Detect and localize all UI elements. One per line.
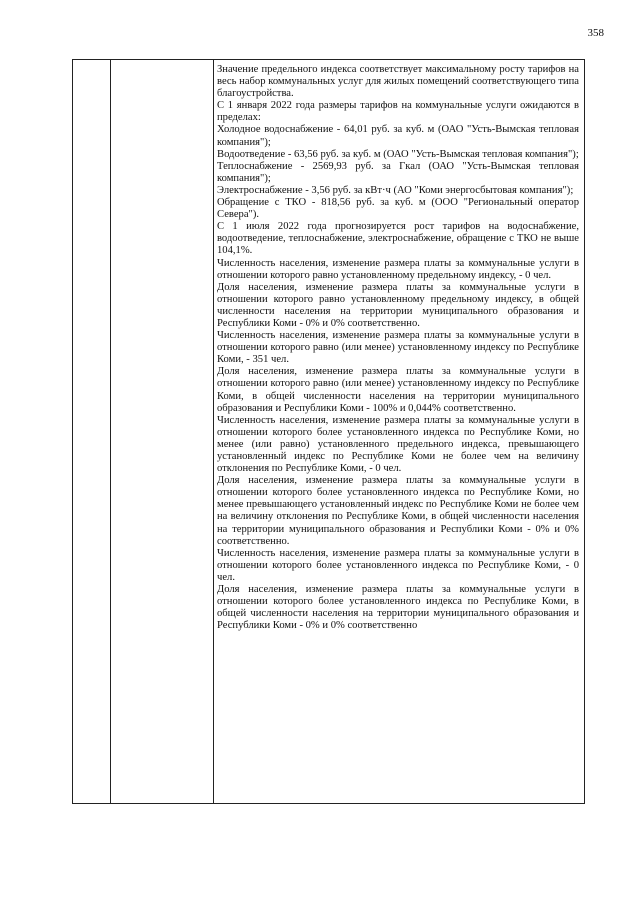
page-number: 358	[587, 27, 604, 39]
table-column-divider	[110, 60, 111, 803]
paragraph: Значение предельного индекса соответствует максимальному росту тарифов на весь набор коммунальных услуг для жилых помещений соответствующего типа благоустройства.	[217, 64, 579, 100]
paragraph: Численность населения, изменение размера платы за коммунальные услуги в отношении которого более установленного индекса по Республике Коми, - 0 чел.	[217, 547, 579, 583]
paragraph: Обращение с ТКО - 818,56 руб. за куб. м (ООО "Региональный оператор Севера").	[217, 197, 579, 221]
paragraph: Доля населения, изменение размера платы за коммунальные услуги в отношении которого более установленного индекса по Республике Коми, но менее превышающего установленный индекс по Республике Коми не более чем на величину отклонения по Республике Коми, в общей численности населения на территории муниципального образования и Республики Коми - 0% и 0% соответственно.	[217, 475, 579, 547]
paragraph: Доля населения, изменение размера платы за коммунальные услуги в отношении которого равно (или менее) установленному индексу по Республике Коми, в общей численности населения на территории муниципального образования и Республики Коми - 100% и 0,044% соответственно.	[217, 366, 579, 414]
paragraph: Электроснабжение - 3,56 руб. за кВт·ч (АО "Коми энергосбытовая компания");	[217, 184, 574, 196]
table-column-divider	[213, 60, 214, 803]
paragraph: Численность населения, изменение размера платы за коммунальные услуги в отношении которого равно (или менее) установленному индексу по Республике Коми, - 351 чел.	[217, 330, 579, 366]
paragraph: Холодное водоснабжение - 64,01 руб. за куб. м (ОАО "Усть-Вымская тепловая компания");	[217, 124, 579, 148]
paragraph: Численность населения, изменение размера платы за коммунальные услуги в отношении которого более установленного индекса по Республике Коми, но менее (или равно) установленного предельного индекса, превышающего установленный индекс по Республике Коми не более чем на величину отклонения по Республике Коми, - 0 чел.	[217, 414, 579, 475]
document-table	[72, 59, 585, 804]
paragraph: Доля населения, изменение размера платы за коммунальные услуги в отношении которого равно установленному предельному индексу, в общей численности населения на территории муниципального образования и Республики Коми - 0% и 0% соответственно.	[217, 281, 579, 329]
paragraph: Водоотведение - 63,56 руб. за куб. м (ОАО "Усть-Вымская тепловая компания");	[217, 148, 579, 160]
paragraph: С 1 июля 2022 года прогнозируется рост тарифов на водоснабжение, водоотведение, теплоснабжение, электроснабжение, обращение с ТКО не выше 104,1%.	[217, 221, 579, 257]
paragraph: Доля населения, изменение размера платы за коммунальные услуги в отношении которого более установленного индекса по Республике Коми, в общей численности населения на территории муниципального образования и Республики Коми - 0% и 0% соответственно	[217, 584, 579, 632]
paragraph: Численность населения, изменение размера платы за коммунальные услуги в отношении которого равно установленному предельному индексу, - 0 чел.	[217, 257, 579, 281]
paragraph: С 1 января 2022 года размеры тарифов на коммунальные услуги ожидаются в пределах:	[217, 100, 579, 124]
paragraph: Теплоснабжение - 2569,93 руб. за Гкал (ОАО "Усть-Вымская тепловая компания");	[217, 160, 579, 184]
table-cell-text	[217, 64, 579, 632]
